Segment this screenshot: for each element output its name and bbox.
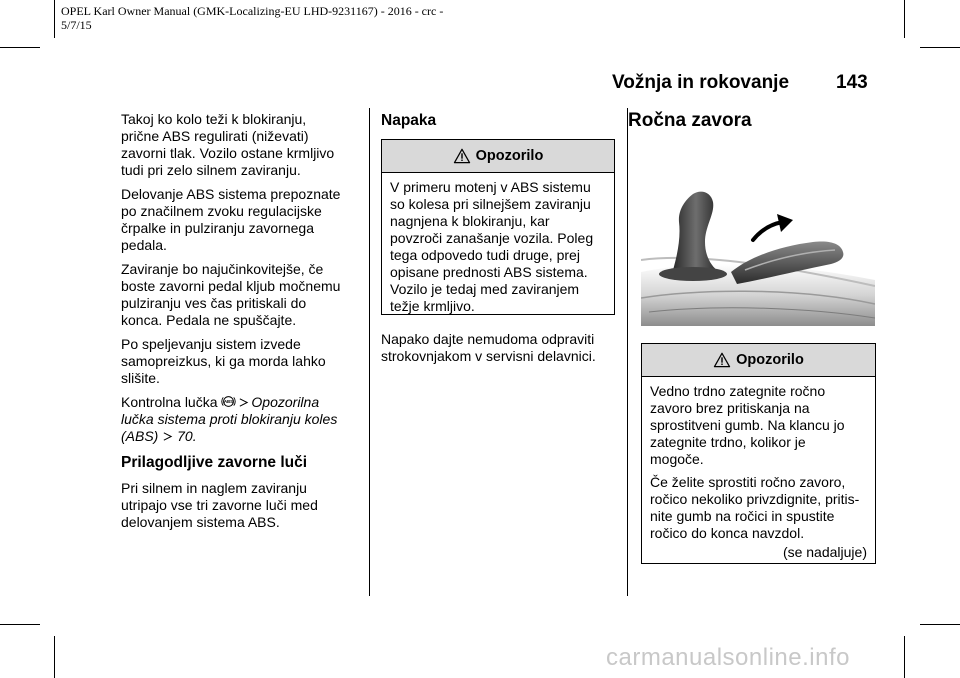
- crop-mark: [0, 624, 40, 625]
- warning-box: [381, 139, 615, 315]
- warning-body: V primeru motenj v ABS sistemu so kolesa pri silnejšem zaviranju nagnjena k blokiranju, kar povzroči zanašanje vozila. Poleg tega odpovedo tudi druge, prej opisane prednosti ABS sistema. Vozilo je tedaj med zaviranjem težje krmljivo.: [390, 179, 594, 314]
- document-meta: [61, 4, 443, 32]
- page-number: 143: [836, 72, 868, 93]
- section-heading-napaka: Napaka: [381, 112, 437, 129]
- paragraph: Pri silnem in naglem zaviranju utripajo vse tri zavorne luči med delovanjem sistema ABS.: [121, 480, 318, 530]
- column-2-text: [381, 331, 621, 372]
- crop-mark: [54, 0, 55, 38]
- reference-arrow-icon: [238, 397, 249, 408]
- paragraph: Če želite sprostiti ročno zavoro, ročico nekoliko privzdignite, pritis- nite gumb na ročici in spustite ročico do konca navzdol.: [650, 474, 860, 541]
- meta-line-1: OPEL Karl Owner Manual (GMK-Localizing-EU LHD-9231167) - 2016 - crc -: [61, 4, 444, 18]
- handbrake-illustration: [641, 186, 875, 326]
- reference-arrow-icon: [162, 431, 173, 442]
- paragraph: Napako dajte nemudoma odpraviti strokovnjakom v servisni delavnici.: [381, 331, 596, 364]
- warning-triangle-icon: [713, 352, 731, 368]
- paragraph: Po speljevanju sistem izvede samopreizkus, ki ga morda lahko slišite.: [121, 336, 326, 386]
- abs-warning-icon: [221, 394, 236, 409]
- section-heading-rocna-zavora: Ročna zavora: [628, 110, 752, 131]
- crop-mark: [54, 636, 55, 678]
- reference-link[interactable]: lučka sistema proti blokiranju koles: [121, 411, 338, 427]
- section-header-title: Vožnja in rokovanje: [612, 72, 790, 93]
- crop-mark: [920, 624, 960, 625]
- reference-link[interactable]: (ABS): [121, 428, 159, 444]
- svg-text:ABS: ABS: [224, 399, 234, 405]
- subheading: Prilagodljive zavorne luči: [121, 454, 308, 471]
- column-divider: [369, 108, 370, 596]
- meta-line-2: 5/7/15: [61, 18, 92, 32]
- watermark: carmanualsonline.info: [606, 644, 850, 671]
- continued-note: (se nadaljuje): [782, 544, 867, 560]
- warning-label: Opozorilo: [736, 352, 804, 368]
- crop-mark: [920, 47, 960, 48]
- crop-mark: [0, 47, 40, 48]
- paragraph: Vedno trdno zategnite ročno zavoro brez pritiskanja na sprostitveni gumb. Na klancu jo zategnite trdno, kolikor je mogoče.: [650, 383, 845, 467]
- crop-mark: [904, 0, 905, 38]
- paragraph: Zaviranje bo najučinkovitejše, če boste zavorni pedal kljub močnemu pulziranju ves čas pritiskali do konca. Pedala ne spuščajte.: [121, 261, 341, 328]
- crop-mark: [904, 636, 905, 678]
- warning-body: [642, 377, 875, 565]
- warning-header: [382, 140, 614, 173]
- cross-reference: Kontrolna lučka ABS Opozorilna lučka sistema proti blokiranju koles (ABS) 70.: [121, 394, 361, 445]
- warning-header: [642, 344, 875, 377]
- paragraph: Delovanje ABS sistema prepoznate po značilnem zvoku regulacijske črpalke in pulziranju zavornega pedala.: [121, 186, 341, 253]
- warning-triangle-icon: [453, 148, 471, 164]
- warning-label: Opozorilo: [475, 148, 544, 164]
- column-divider: [627, 108, 628, 596]
- column-1: [121, 111, 361, 538]
- paragraph: Takoj ko kolo teži k blokiranju, prične ABS regulirati (niževati) zavorni tlak. Vozilo ostane krmljivo tudi pri zelo silnem zaviranju.: [121, 111, 335, 178]
- reference-page[interactable]: 70.: [177, 428, 197, 444]
- warning-box: [641, 343, 876, 564]
- reference-link[interactable]: Opozorilna: [251, 394, 320, 410]
